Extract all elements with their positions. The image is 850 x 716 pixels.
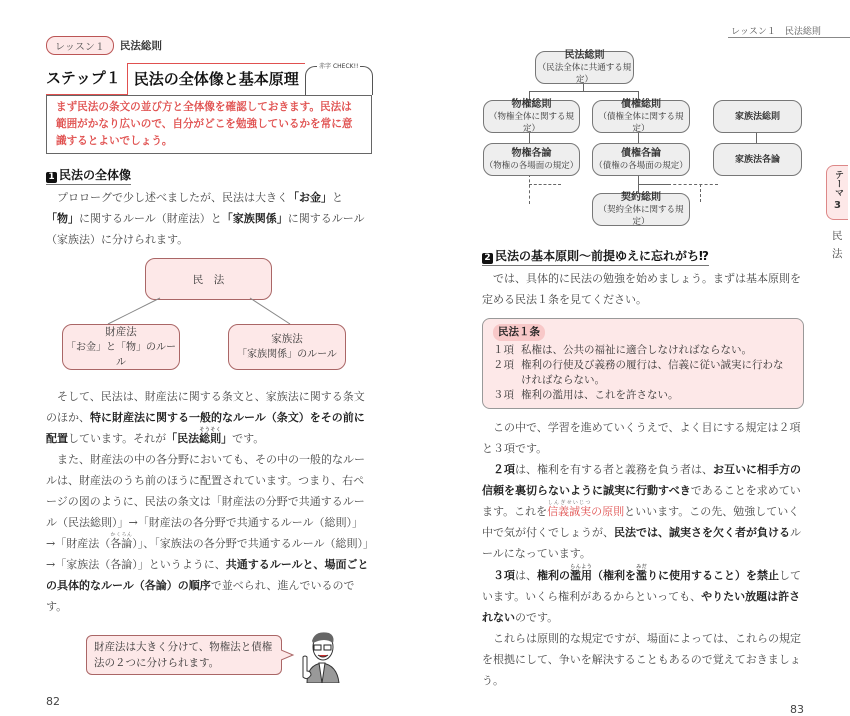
node-sublabel: 「お金」と「物」のルール [66,341,176,368]
step-label: ステップ１ [46,63,127,95]
theme-label: テーマ [833,170,843,197]
bold-text: 「家族関係」 [221,212,288,225]
node-title: 物権総則 [511,98,552,110]
diagram-node-keiyaku-sousoku [592,193,690,226]
key-term: 信義誠実しんぎせいじつ [547,500,592,518]
node-sub: （物権全体に関する規定） [488,111,574,134]
teacher-illustration-icon [299,627,345,683]
bold-text: 濫みだ [636,564,647,582]
theme-subject-2: 法 [832,248,843,260]
paragraph [482,459,804,564]
node-title: 契約総則 [621,191,661,203]
item-text: 権利の濫用は、これを許さない。 [521,389,679,401]
text-run: この中で、学習を進めていくうえで、よく目にする規定は２項と３項です。 [482,421,801,455]
article-title: 民法１条 [493,324,545,341]
node-title: 家族法総則 [734,111,780,122]
node-sub: （民法全体に共通する規定） [537,62,632,85]
dashed-connector [668,184,718,185]
diagram-node-kazoku-kakuron [713,143,802,176]
bold-text: （権利を [592,569,636,582]
node-sub: （債権の各場面の規定） [594,160,688,171]
diagram-node-minpo-sousoku [535,51,634,84]
text-run: では、具体的に民法の勉強を始めましょう。まずは基本原則を定める民法１条を見てください。 [482,272,801,306]
node-sublabel: 「家族関係」のルール [237,349,337,360]
paragraph [46,187,372,250]
bold-text: ３項 [493,569,515,582]
bold-text: 「物」 [46,212,79,225]
paragraph [482,564,804,628]
text-run: しています。いくら権利があるからといっても、 [482,569,801,603]
bold-text: りに使用すること）を禁止 [647,569,779,582]
key-term: の原則 [591,505,625,518]
diagram-node-saiken-kakuron [592,143,690,176]
diagram-node-kazoku-sousoku [713,100,802,133]
node-label: 財産法 [105,325,137,338]
connector [638,184,668,185]
theme-tab[interactable] [826,165,848,220]
section-heading-2 [482,247,709,266]
section-title: 民法の全体像 [59,168,132,182]
paragraph [482,628,804,691]
paragraph [482,268,804,310]
section-number: 2 [482,253,493,264]
lesson-row [46,36,372,55]
right-page-body [482,247,804,716]
diagram-node-saiken-sousoku [592,100,690,133]
bold-text: 濫用らんよう [570,564,592,582]
text-run: に関するルール（財産法）と [79,212,222,225]
header-rule [728,37,850,38]
bubble-tail [281,648,295,662]
bold-text: 総則そうそく [199,427,222,445]
node-sub: （債権全体に関する規定） [598,111,684,134]
text-run: 各論かくろん [110,532,133,550]
article-item [493,343,793,358]
bold-text: やりたい放題は許されない [482,590,801,624]
page-number-left: 82 [46,695,60,708]
diagram [46,258,372,380]
dashed-connector [529,174,530,204]
item-label: ３項 [493,389,514,401]
node-sub: （物権の各場面の規定） [484,160,579,171]
diagram-node-bukken-sousoku [483,100,580,133]
check-box [305,63,373,95]
running-header: レッスン１ 民法総則 [731,27,821,37]
text-run: プロローグで少し述べましたが、民法は大きく [57,191,288,204]
item-text: 権利の行使及び義務の履行は、信義に従い誠実に行わなければならない。 [521,359,784,386]
text-run: であることを求めています。これを [482,484,801,518]
article-box [482,318,804,409]
bold-text: 「お金」 [288,191,332,204]
title-row [46,63,372,95]
bold-text: ２項 [493,463,515,476]
lesson-title: 民法総則 [119,40,162,52]
section-heading-1 [46,166,131,185]
bold-text: 民法では、誠実さを欠く者が負ける [614,526,790,539]
text-run: といいます。この先、勉強していく中で気が付くでしょうが、 [482,505,800,539]
text-run: で並べられ、進んでいるのです。 [46,579,355,613]
intro-box: まず民法の条文の並び方と全体像を確認しておきます。民法は範囲がかなり広いので、自分がどこを勉強しているかを常に意識するとよいでしょう。 [46,95,372,154]
connector [529,91,638,92]
diagram-node-bukken-kakuron [483,143,580,176]
node-title: 民法総則 [564,49,605,61]
article-item [493,358,793,388]
diagram-node-zaisanho [62,324,180,370]
bold-text: 「民法 [166,432,200,445]
check-label: 赤字 CHECK!! [319,63,359,70]
bold-text: 共通するルールと、場面ごとの具体的なルール（各論）の順序 [46,558,369,592]
bold-text: 」 [221,432,233,445]
theme-subject-1: 民 [832,230,843,242]
node-title: 債権各論 [621,147,661,159]
article-item [493,388,793,403]
theme-number: 3 [834,200,841,211]
paragraph [482,417,804,459]
text-run: に関するルール（家族法）に分けられます。 [46,212,365,246]
node-title: 物権各論 [511,147,552,159]
text-run: ）」、「家族法の各分野で共通するルール（総則）」→「家族法（各論）」というように、 [46,537,369,571]
text-run: は、 [515,569,537,582]
diagram-node-kazokuho [228,324,346,370]
text-run: のです。 [515,611,559,624]
node-sub: （契約全体に関する規定） [598,204,684,227]
text-run: しています。それが [68,432,167,445]
paragraph [46,449,372,617]
node-label: 家族法 [271,333,303,345]
page-number-right: 83 [790,703,804,716]
dashed-connector [529,184,561,185]
lesson-badge: レッスン１ [46,36,114,55]
left-page [46,36,372,708]
bold-text: 特に財産法に関する一般的なルール（条文）をその前に配置 [46,411,365,445]
text-run: また、財産法の中の各分野においても、その中の一般的なルールは、財産法のうち前のほうに配置されています。つまり、右ページの図のように、民法の条文は「財産法の分野で共通するルール（民法総則）」→「財産法の各分野で共通するルール（総則）」→「財産法（ [46,453,365,550]
dashed-connector [700,184,701,202]
bubble-row [86,627,372,683]
item-label: １項 [493,344,514,356]
section-number: 1 [46,172,57,183]
page-title: 民法の全体像と基本原理 [127,63,305,95]
diagram-connectors [100,296,320,326]
item-label: ２項 [493,359,514,371]
diagram-node-minpo [145,258,272,300]
text-run: これらは原則的な規定ですが、場面によっては、これらの規定を根拠にして、争いを解決することもあるので覚えておきましょう。 [482,632,801,687]
text-run: です。 [232,432,265,445]
item-text: 私権は、公共の福祉に適合しなければならない。 [521,344,752,356]
bold-text: 権利の [537,569,570,582]
text-run: は、権利を有する者と義務を負う者は、 [515,463,713,476]
text-run: と [332,191,343,204]
section-title: 民法の基本原則〜前提ゆえに忘れがち⁉ [495,249,709,263]
bold-text: お互いに相手方の信頼を裏切らないように誠実に行動すべき [482,463,801,497]
text-run: そして、民法は、財産法に関する条文と、家族法に関する条文のほか、 [46,390,365,424]
speech-bubble: 財産法は大きく分けて、物権法と債権法の２つに分けられます。 [86,635,282,675]
text-run: ルールになっています。 [482,526,801,560]
node-title: 債権総則 [621,98,661,110]
paragraph [46,386,372,449]
node-label: 民 法 [192,273,225,286]
node-title: 家族法各論 [734,154,780,165]
